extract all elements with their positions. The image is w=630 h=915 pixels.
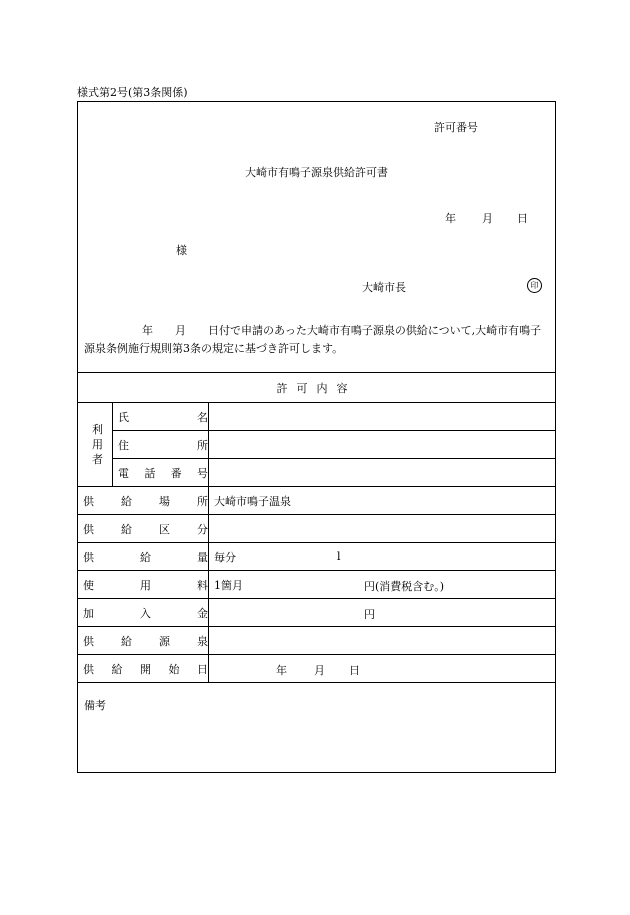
table-row [78,403,556,431]
table-row [78,571,556,599]
remarks-label: 備考 [84,699,106,712]
table-row [78,459,556,487]
joining-fee-unit: 円 [364,608,375,621]
seal-icon: 印 [527,278,542,293]
table-row [78,487,556,515]
table-row [78,515,556,543]
usage-fee-label: 使 用 料 [78,571,209,599]
addressee-suffix: 様 [176,244,187,257]
usage-fee-period: 1箇月 [214,578,243,592]
user-address-label: 住 所 [113,431,209,459]
permit-body-text [84,322,552,358]
supply-category-label: 供 給 区 分 [78,515,209,543]
supply-volume-unit: l [337,550,341,563]
issuer-name: 大崎市長 [362,281,406,294]
section-title: 許可内容 [276,382,357,395]
document-title: 大崎市有鳴子源泉供給許可書 [245,166,388,179]
table-row [78,599,556,627]
joining-fee-field[interactable] [209,599,556,627]
supply-volume-field[interactable] [209,543,556,571]
user-phone-field[interactable] [209,459,556,487]
supply-start-date-field[interactable] [209,655,556,683]
issue-date-year: 年 [445,212,456,225]
permit-number-label: 許可番号 [434,121,478,134]
usage-fee-unit: 円(消費税含む。) [364,580,445,593]
permit-details-table [77,402,556,683]
supply-volume-label: 供 給 量 [78,543,209,571]
permit-document-frame [77,101,556,773]
section-divider [78,372,555,373]
supply-start-date-label: 供 給 開 始 日 [78,655,209,683]
body-date-month: 月 [175,324,186,337]
supply-location-field[interactable]: 大崎市鳴子温泉 [209,487,556,515]
start-date-month: 月 [314,664,325,677]
supply-location-label: 供 給 場 所 [78,487,209,515]
user-address-field[interactable] [209,431,556,459]
table-row [78,431,556,459]
start-date-year: 年 [276,664,287,677]
joining-fee-label: 加 入 金 [78,599,209,627]
issue-date-day: 日 [517,212,528,225]
body-text: 日付で申請のあった大崎市有鳴子源泉の供給について,大崎市有鳴子源泉条例施行規則第3条の規定に基づき許可します。 [84,324,542,355]
body-date-year: 年 [142,324,153,337]
table-row [78,655,556,683]
user-name-field[interactable] [209,403,556,431]
issue-date-month: 月 [482,212,493,225]
usage-fee-field[interactable] [209,571,556,599]
table-row [78,543,556,571]
form-number-label: 様式第2号(第3条関係) [77,86,188,99]
table-row [78,627,556,655]
user-group-label: 利 用 者 [78,403,113,487]
supply-volume-prefix: 毎分 [214,550,236,564]
supply-source-label: 供 給 源 泉 [78,627,209,655]
user-phone-label: 電 話 番 号 [113,459,209,487]
start-date-day: 日 [349,664,360,677]
user-name-label: 氏 名 [113,403,209,431]
supply-category-field[interactable] [209,515,556,543]
supply-source-field[interactable] [209,627,556,655]
